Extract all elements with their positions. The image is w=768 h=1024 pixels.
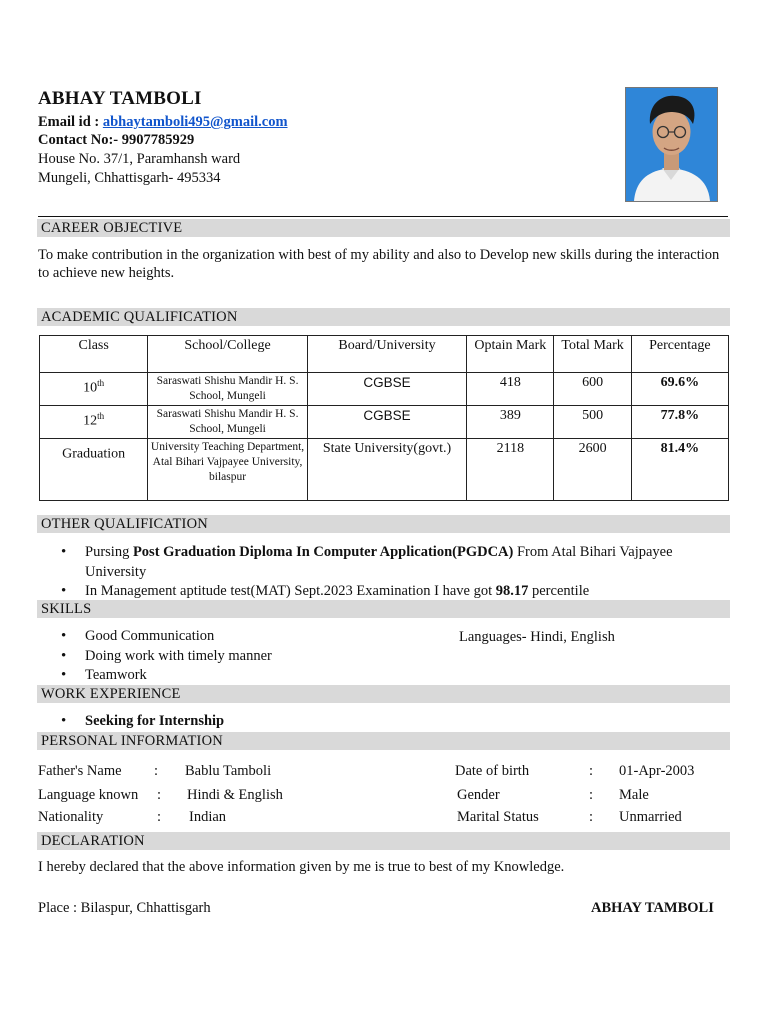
place: Place : Bilaspur, Chhattisgarh bbox=[38, 900, 211, 916]
cell-percentage: 81.4% bbox=[631, 439, 728, 501]
table-header-row bbox=[40, 336, 729, 373]
cell-total: 500 bbox=[554, 406, 631, 439]
section-skills: SKILLS bbox=[37, 600, 730, 618]
cell-class: Graduation bbox=[40, 439, 148, 501]
marital-status-label: Marital Status bbox=[457, 809, 539, 825]
colon: : bbox=[589, 763, 594, 779]
header-percentage: Percentage bbox=[631, 336, 728, 373]
section-declaration: DECLARATION bbox=[37, 832, 730, 850]
section-academic-qualification: ACADEMIC QUALIFICATION bbox=[37, 308, 730, 326]
academic-table bbox=[39, 335, 729, 501]
section-work-experience: WORK EXPERIENCE bbox=[37, 685, 730, 703]
header-obtain-mark: Optain Mark bbox=[467, 336, 554, 373]
email-label: Email id : bbox=[38, 114, 103, 130]
list-item: • Teamwork bbox=[38, 666, 438, 686]
cell-board: State University(govt.) bbox=[307, 439, 466, 501]
list-item: • Good Communication bbox=[38, 627, 438, 647]
candidate-name: ABHAY TAMBOLI bbox=[38, 88, 202, 109]
header-board: Board/University bbox=[307, 336, 466, 373]
cell-percentage: 69.6% bbox=[631, 373, 728, 406]
colon: : bbox=[154, 763, 159, 779]
address-line-2: Mungeli, Chhattisgarh- 495334 bbox=[38, 170, 221, 186]
career-objective-text: To make contribution in the organization with best of my ability and also to Develop new skills during the interaction to achieve new heights. bbox=[38, 247, 720, 281]
profile-photo bbox=[625, 87, 718, 202]
cell-class: 12th bbox=[40, 406, 148, 439]
cell-total: 2600 bbox=[554, 439, 631, 501]
list-item: • Pursing Post Graduation Diploma In Computer Application(PGDCA) From Atal Bihari Vajpayee University bbox=[38, 543, 728, 582]
language-known-value: Hindi & English bbox=[187, 787, 283, 803]
marital-status-value: Unmarried bbox=[619, 809, 682, 825]
list-item: • Doing work with timely manner bbox=[38, 647, 438, 667]
table-row bbox=[40, 439, 729, 501]
declaration-text: I hereby declared that the above information given by me is true to best of my Knowledge. bbox=[38, 859, 565, 875]
list-item: • In Management aptitude test(MAT) Sept.2023 Examination I have got 98.17 percentile bbox=[38, 582, 728, 602]
cell-obtain: 2118 bbox=[467, 439, 554, 501]
cell-obtain: 418 bbox=[467, 373, 554, 406]
section-career-objective: CAREER OBJECTIVE bbox=[37, 219, 730, 237]
cell-obtain: 389 bbox=[467, 406, 554, 439]
address-line-1: House No. 37/1, Paramhansh ward bbox=[38, 151, 241, 167]
person-portrait-icon bbox=[626, 88, 717, 201]
colon: : bbox=[157, 809, 162, 825]
language-known-label: Language known bbox=[38, 787, 139, 803]
colon: : bbox=[589, 809, 594, 825]
dob-label: Date of birth bbox=[455, 763, 530, 779]
cell-school: Saraswati Shishu Mandir H. S. School, Mungeli bbox=[148, 373, 307, 406]
gender-label: Gender bbox=[457, 787, 500, 803]
contact-number: Contact No:- 9907785929 bbox=[38, 132, 195, 148]
cell-class: 10th bbox=[40, 373, 148, 406]
header-class: Class bbox=[40, 336, 148, 373]
gender-value: Male bbox=[619, 787, 649, 803]
table-row bbox=[40, 406, 729, 439]
cell-board: CGBSE bbox=[307, 373, 466, 406]
cell-total: 600 bbox=[554, 373, 631, 406]
section-personal-information: PERSONAL INFORMATION bbox=[37, 732, 730, 750]
table-row bbox=[40, 373, 729, 406]
nationality-label: Nationality bbox=[38, 809, 104, 825]
section-other-qualification: OTHER QUALIFICATION bbox=[37, 515, 730, 533]
email-line bbox=[38, 113, 288, 131]
colon: : bbox=[589, 787, 594, 803]
work-experience-list bbox=[38, 712, 438, 732]
skills-list bbox=[38, 627, 438, 686]
cell-board: CGBSE bbox=[307, 406, 466, 439]
signature-name: ABHAY TAMBOLI bbox=[591, 900, 714, 916]
list-item: • Seeking for Internship bbox=[38, 712, 438, 732]
dob-value: 01-Apr-2003 bbox=[619, 763, 695, 779]
nationality-value: Indian bbox=[189, 809, 227, 825]
fathers-name-label: Father's Name bbox=[38, 763, 122, 779]
email-link[interactable]: abhaytamboli495@gmail.com bbox=[102, 114, 288, 130]
cell-percentage: 77.8% bbox=[631, 406, 728, 439]
header-school: School/College bbox=[148, 336, 307, 373]
header-divider bbox=[38, 216, 728, 217]
cell-school: Saraswati Shishu Mandir H. S. School, Mungeli bbox=[148, 406, 307, 439]
cell-school: University Teaching Department, Atal Bihari Vajpayee University, bilaspur bbox=[148, 439, 307, 501]
colon: : bbox=[157, 787, 162, 803]
other-qualification-list bbox=[38, 543, 728, 602]
fathers-name-value: Bablu Tamboli bbox=[185, 763, 272, 779]
header-total-mark: Total Mark bbox=[554, 336, 631, 373]
languages-skill: Languages- Hindi, English bbox=[459, 629, 615, 645]
